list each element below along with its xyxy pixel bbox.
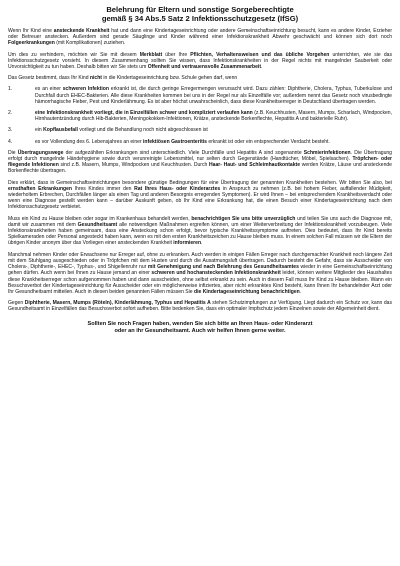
bold-run: Diphtherie, Masern, Mumps (Röteln), Kinderlähmung, Typhus und Hepatitis A <box>24 300 211 307</box>
list-item <box>8 110 392 122</box>
text-run: . <box>201 240 203 247</box>
text-run: es vor Vollendung des 6. Lebensjahres an einer <box>35 138 144 145</box>
closing-note <box>8 321 392 335</box>
text-run: Die <box>8 149 18 156</box>
bold-run: die Kindertageseinrichtung benachrichtigen <box>194 288 300 295</box>
text-run: sind z.B. Masern, Mumps, Windpocken und Keuchhusten. Durch <box>58 162 210 169</box>
law-paragraph <box>8 75 392 81</box>
list-text <box>35 127 392 133</box>
closing-line-1: Sollten Sie noch Fragen haben, wenden Sie sich bitte an Ihren Haus- oder Kinderarzt <box>87 320 313 327</box>
text-run: Das Gesetz bestimmt, dass Ihr Kind <box>8 75 90 82</box>
text-run: ein <box>35 127 44 134</box>
text-run: . <box>299 288 302 295</box>
bold-run: Schmierinfektionen <box>303 149 351 156</box>
list-number: 4. <box>8 138 13 145</box>
bold-run: schweren und hochansteckenden Infektionskrankheit <box>151 270 281 277</box>
bold-run: ansteckende Krankheit <box>53 28 110 34</box>
bold-run: Merkblatt <box>139 51 163 58</box>
text-run: werden Krätze, Läuse und ansteckende Borkenflechte übertragen. <box>8 162 392 175</box>
text-run: Dies erklärt, dass in Gemeinschaftseinrichtungen besondere günstige Bedingungen für eine Übertragung der genannten Krankheiten bestehen. Wir bitten Sie also, bei <box>8 179 392 186</box>
vaccination-paragraph <box>8 300 392 312</box>
list-item <box>8 86 392 105</box>
bold-run: Rat Ihres Haus- oder Kinderarztes <box>134 185 221 192</box>
document-title <box>8 5 392 23</box>
text-run: erkrankt ist oder ein entsprechender Verdacht besteht. <box>206 138 330 145</box>
bold-run: informieren <box>173 240 202 247</box>
text-run: in Anspruch zu nehmen (z.B. bei hohem Fieber, auffallender Müdigkeit, wiederholtem Erbrechen, Durchfällen länger als einen Tag und anderen Besorgnis erregenden Symptomen). Er wird Ihnen – bei entsprechendem Krankheitsverdacht oder wenn eine Diagnose gestellt werden kann – darüber Auskunft geben, ob Ihr Kind eine Erkrankung hat, die einen Besuch einer Kindertageseinrichtung nach dem Infektionsschutzgesetz verbietet. <box>8 185 392 211</box>
doctor-advice-paragraph <box>8 180 392 211</box>
text-run: . Die Übertragung erfolgt durch mangelnde Händehygiene sowie durch verunreinigte Lebensmittel, nur selten durch Gegenstände (Handtücher, Möbel, Spielsachen). <box>8 149 392 163</box>
intro-paragraph <box>8 28 392 47</box>
bold-run: Gesundheitsamt <box>77 221 118 228</box>
bold-run: Folgeerkrankungen <box>8 40 55 47</box>
text-run: . <box>261 64 263 71</box>
transmission-paragraph <box>8 150 392 175</box>
bold-run: Haar- Haut- und Schleimhautkontakte <box>209 162 301 169</box>
text-run: Ihres Kindes immer den <box>72 185 135 192</box>
title-line-2: gemäß § 34 Abs.5 Satz 2 Infektionsschutzgesetz (IfSG) <box>101 14 299 23</box>
text-run: in die Kindertageseinrichtung bzw. Schule gehen darf, wenn <box>101 75 238 82</box>
bold-run: nicht <box>89 75 102 82</box>
bold-run: Offenheit und vertrauensvolle Zusammenarbeit <box>147 64 262 71</box>
list-text <box>35 139 392 145</box>
bold-run: mit Genehmigung und nach Belehrung des Gesundheitsamtes <box>147 264 299 271</box>
text-run: stehen Schutzimpfungen zur Verfügung. Liegt dadurch ein Schutz vor, kann das Gesundheitsamt in Einzelfällen das Besuchsverbot sofort aufheben. Bitte bedenken Sie, dass ein optimaler Impfschutz jedem Einzelnen sowie der Allgemeinheit dient. <box>8 300 393 313</box>
bold-run: benachrichtigen Sie uns bitte unverzüglich <box>191 215 296 222</box>
text-run: Muss ein Kind zu Hause bleiben oder sogar im Krankenhaus behandelt werden, <box>8 215 192 222</box>
merkblatt-paragraph <box>8 52 392 71</box>
bold-run: eine Infektionskrankheit vorliegt, die in Einzelfällen schwer und kompliziert verlaufen kann <box>35 110 253 117</box>
text-run: leidet, können weitere Mitglieder des Haushaltes diese Krankheitserreger schon aufgenommen haben und dann ausscheiden, ohne selbst erkrankt zu sein. Auch in diesem Fall muss Ihr Kind zu Hause bleiben. Wann ein Besuchsverbot der Kindertageseinrichtung für Ausscheider oder ein möglicherweise infiziertes, aber nicht erkranktes Kind besteht, kann Ihnen Ihr behandelnder Arzt oder Ihr Gesundheitsamt mitteilen. Auch in diesen beiden genannten Fällen müssen Sie <box>8 270 392 295</box>
text-run: erkrankt ist, die durch geringe Erregermengen verursacht wird. Dazu zählen: Diphtherie, Cholera, Typhus, Tuberkulose und Durchfall durch EHEC-Bakterien. Alle diese Krankheiten kommen bei uns in der Regel nur als Einzelfälle vor; außerdem nennt das Gesetz noch virusbedingte hämorrhagische Fieber, Pest und Kinderlähmung. Es ist aber höchst unwahrscheinlich, dass diese Krankheitserreger in Deutschland übertragen werden. <box>35 86 392 105</box>
bold-run: infektiösen Gastroenteritis <box>143 138 207 145</box>
conditions-list <box>8 86 392 144</box>
list-number: 2. <box>8 110 13 117</box>
list-text <box>35 110 392 122</box>
text-run: vorliegt und die Behandlung noch nicht abgeschlossen ist <box>77 127 208 134</box>
text-run: Wenn Ihr Kind eine <box>8 28 54 34</box>
text-run: hat und dann eine Kindertageseinrichtung oder andere Gemeinschaftseinrichtung besucht, kann es andere Kinder, Erzieher oder Betreuer anstecken. Außerdem sind gerade Säuglinge und Kinder während einer Infektionskrankheit Abwehr geschwächt und können sich dort noch <box>8 28 393 41</box>
notification-paragraph <box>8 216 392 247</box>
text-run: (mit Komplikationen) zuziehen. <box>54 40 126 47</box>
text-run: Um dies zu verhindern, möchten wir Sie mit diesem <box>8 51 140 58</box>
text-run: Manchmal nehmen Kinder oder Erwachsene nur Erreger auf, ohne zu erkranken. Auch werden in einigen Fällen Erreger nach durchgemachter Krankheit noch längere Zeit mit dem Stuhlgang ausgeschieden oder in Tröpfchen mit dem Husten und durch die Ausatmungsluft übertragen. Dadurch besteht die Gefahr, dass sie Ausscheider von Cholera-, Diphtherie-, EHEC-, Typhus-, und Shigellenruhr nur <box>8 251 392 271</box>
text-run: über Ihre <box>162 51 191 58</box>
list-number: 3. <box>8 127 13 134</box>
text-run: und teilen Sie uns auch die Diagnose mit, damit wir zusammen mit dem <box>8 215 392 228</box>
carrier-paragraph <box>8 252 392 295</box>
text-run: wieder in eine Gemeinschaftseinrichtung gehen dürfen. Auch wenn bei Ihnen zu Hause jemand an einer <box>8 264 393 277</box>
bold-run: Pflichten, Verhaltensweisen und das übliche Vorgehen <box>190 51 330 58</box>
bold-run: schweren Infektion <box>62 86 109 93</box>
text-run: Gegen <box>8 300 25 307</box>
text-run: es an einer <box>35 86 63 93</box>
list-text <box>35 86 392 105</box>
bold-run: ernsthaften Erkrankungen <box>8 185 73 192</box>
title-line-1: Belehrung für Eltern und sonstige Sorgeberechtigte <box>106 5 294 14</box>
list-item <box>8 127 392 133</box>
text-run: (z.B. Keuchhusten, Masern, Mumps, Scharlach, Windpocken, Hirnhautentzündung durch Hib-Bakterien, Meningokokken-Infektionen, Krätze, ansteckende Borkenflechte, Hepatitis A und bakterielle Ruhr). <box>35 110 392 123</box>
closing-line-2: oder an ihr Gesundheitsamt. Auch wir helfen Ihnen gerne weiter. <box>114 327 286 334</box>
list-item <box>8 139 392 145</box>
bold-run: Übertragungswege <box>17 149 64 156</box>
bold-run: Tröpfchen- oder fliegende Infektionen <box>8 156 392 169</box>
bold-run: Kopflausbefall <box>43 127 78 134</box>
text-run: der aufgezählten Erkrankungen sind unterschiedlich. Viele Durchfälle und Hepatitis A sind sogenannte <box>63 149 304 156</box>
text-run: unterrichten, wie sie das Infektionsschutzgesetz vorsieht. In diesem Zusammenhang sollten Sie wissen, dass Infektionskrankheiten in der Regel nichts mit mangelnder Sauberkeit oder Unvorsichtigkeit zu tun haben. Deshalb bitten wir Sie stets um <box>8 51 392 71</box>
text-run: alle notwendigen Maßnahmen ergreifen können, um einer Weiterverbreitung der Infektionskrankheit vorzubeugen. Viele Infektionskrankheiten haben gemeinsam, dass eine Ansteckung schon erfolgt, bevor typische Krankheitssymptome auftreten. Dies bedeutet, dass Ihr Kind bereits Spielkameraden oder Personal angesteckt haben kann, wenn es mit den ersten Krankheitszeichen zu Hause bleiben muss. In einem solchen Fall müssen wir die Eltern der übrigen Kinder anonym über das Vorliegen einer ansteckenden Krankheit <box>8 221 392 247</box>
list-number: 1. <box>8 86 13 93</box>
